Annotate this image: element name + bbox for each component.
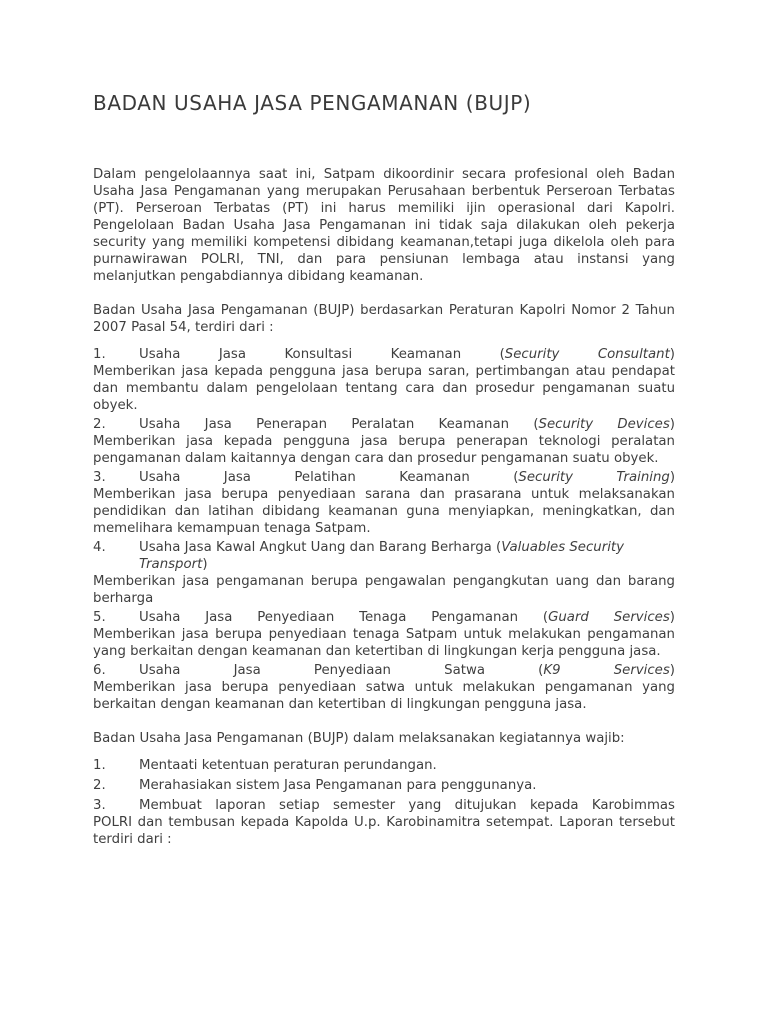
item-name: Usaha Jasa Penerapan Peralatan Keamanan ( <box>139 417 539 432</box>
item-text: Membuat laporan setiap semester yang ditujukan kepada Karobimmas <box>139 798 675 813</box>
item-description: Memberikan jasa pengamanan berupa pengawalan pengangkutan uang dan barang berharga <box>93 574 675 606</box>
item-number: 3. <box>93 798 106 813</box>
item-term: Security Training <box>518 470 670 485</box>
item-number: 6. <box>93 663 106 678</box>
list-item <box>93 797 675 848</box>
item-text-continuation: POLRI dan tembusan kepada Kapolda U.p. Karobinamitra setempat. Laporan tersebut terdiri dari : <box>93 815 675 847</box>
item-heading <box>139 609 675 626</box>
item-term: Valuables Security Transport <box>139 540 624 572</box>
list-item <box>93 346 675 414</box>
list-item <box>93 469 675 537</box>
item-number: 3. <box>93 470 106 485</box>
types-intro-paragraph: Badan Usaha Jasa Pengamanan (BUJP) berdasarkan Peraturan Kapolri Nomor 2 Tahun 2007 Pasal 54, terdiri dari : <box>93 303 675 335</box>
list-item <box>93 757 675 774</box>
item-number: 1. <box>93 347 106 362</box>
item-name: Usaha Jasa Kawal Angkut Uang dan Barang Berharga ( <box>139 540 502 555</box>
item-name: Usaha Jasa Penyediaan Satwa ( <box>139 663 544 678</box>
item-number: 2. <box>93 417 106 432</box>
item-description: Memberikan jasa berupa penyediaan satwa untuk melakukan pengamanan yang berkaitan dengan keamanan dan ketertiban di lingkungan pengguna jasa. <box>93 680 675 712</box>
item-heading <box>139 539 675 573</box>
list-item <box>93 609 675 660</box>
document-title: BADAN USAHA JASA PENGAMANAN (BUJP) <box>93 91 532 115</box>
item-name: Usaha Jasa Penyediaan Tenaga Pengamanan ( <box>139 610 549 625</box>
item-description: Memberikan jasa berupa penyediaan tenaga Satpam untuk melakukan pengamanan yang berkaitan dengan keamanan dan ketertiban di lingkungan kerja pengguna jasa. <box>93 627 675 659</box>
item-name: Usaha Jasa Konsultasi Keamanan ( <box>139 347 505 362</box>
item-number: 1. <box>93 758 106 773</box>
list-item <box>93 662 675 713</box>
item-close: ) <box>669 610 675 625</box>
item-term: K9 Services <box>543 663 670 678</box>
item-description: Memberikan jasa kepada pengguna jasa berupa penerapan teknologi peralatan pengamanan dalam kaitannya dengan cara dan prosedur pengamanan suatu obyek. <box>93 434 675 466</box>
item-heading <box>139 416 675 433</box>
item-number: 2. <box>93 778 106 793</box>
item-number: 4. <box>93 540 106 555</box>
item-term: Guard Services <box>548 610 670 625</box>
item-number: 5. <box>93 610 106 625</box>
list-item <box>93 539 675 607</box>
item-close: ) <box>669 417 675 432</box>
item-description: Memberikan jasa kepada pengguna jasa berupa saran, pertimbangan atau pendapat dan membantu dalam pengelolaan tentang cara dan prosedur pengamanan suatu obyek. <box>93 364 675 413</box>
obligations-list <box>93 757 675 848</box>
item-close: ) <box>669 663 675 678</box>
item-close: ) <box>202 557 208 572</box>
item-heading <box>139 662 675 679</box>
intro-paragraph: Dalam pengelolaannya saat ini, Satpam dikoordinir secara profesional oleh Badan Usaha Jasa Pengamanan yang merupakan Perusahaan berbentuk Perseroan Terbatas (PT). Perseroan Terbatas (PT) ini harus memiliki ijin operasional dari Kapolri. Pengelolaan Badan Usaha Jasa Pengamanan ini tidak saja dilakukan oleh pekerja security yang memiliki kompetensi dibidang keamanan,tetapi juga dikelola oleh para purnawirawan POLRI, TNI, dan para pensiunan lembaga atau instansi yang melanjutkan pengabdiannya dibidang keamanan. <box>93 167 675 284</box>
item-close: ) <box>669 347 675 362</box>
item-description: Memberikan jasa berupa penyediaan sarana dan prasarana untuk melaksanakan pendidikan dan latihan dibidang keamanan guna menyiapkan, meningkatkan, dan memelihara kemampuan tenaga Satpam. <box>93 487 675 536</box>
item-heading <box>139 469 675 486</box>
bujp-types-list <box>93 346 675 713</box>
list-item <box>93 416 675 467</box>
item-term: Security Consultant <box>504 347 670 362</box>
item-text: Mentaati ketentuan peraturan perundangan. <box>139 758 437 773</box>
item-text: Merahasiakan sistem Jasa Pengamanan para penggunanya. <box>139 778 537 793</box>
item-term: Security Devices <box>538 417 670 432</box>
list-item <box>93 777 675 794</box>
item-heading <box>139 346 675 363</box>
obligations-intro-paragraph: Badan Usaha Jasa Pengamanan (BUJP) dalam melaksanakan kegiatannya wajib: <box>93 731 625 746</box>
item-name: Usaha Jasa Pelatihan Keamanan ( <box>139 470 519 485</box>
item-close: ) <box>669 470 676 485</box>
